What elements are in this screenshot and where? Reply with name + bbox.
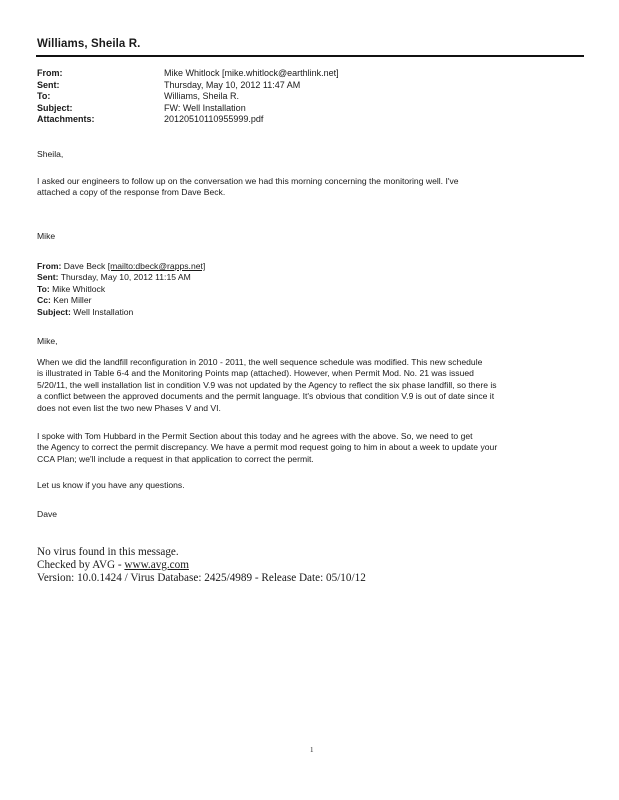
av-line-2: [37, 559, 366, 572]
message-signoff: Mike: [37, 231, 56, 241]
to-label: To:: [37, 91, 51, 102]
reply-paragraph-2: [37, 431, 497, 465]
page-number: 1: [310, 746, 314, 754]
fwd-cc-value: Ken Miller: [53, 295, 92, 306]
fwd-sent-label: Sent:: [37, 272, 59, 283]
fwd-sent-value: Thursday, May 10, 2012 11:15 AM: [60, 272, 191, 283]
avg-link[interactable]: www.avg.com: [124, 559, 189, 572]
forwarded-header: [37, 261, 205, 318]
subject-value: FW: Well Installation: [164, 102, 246, 113]
fwd-to-label: To:: [37, 283, 50, 294]
reply-p1-line: When we did the landfill reconfiguration in 2010 - 2011, the well sequence schedule was modified. This new schedule: [37, 357, 483, 367]
subject-label: Subject:: [37, 102, 73, 113]
reply-p1-line: is illustrated in Table 6-4 and the Monitoring Points map (attached). However, when Permit Mod. No. 21 was issued: [37, 368, 474, 379]
reply-greeting: Mike,: [37, 336, 58, 346]
fwd-cc-label: Cc:: [37, 295, 51, 306]
reply-p2-line: CCA Plan; we'll include a request in that application to correct the permit.: [37, 453, 314, 464]
from-value: Mike Whitlock [mike.whitlock@earthlink.net]: [164, 68, 339, 78]
reply-p1-line: a conflict between the approved documents and the permit language. It's obvious that condition V.9 is out of date since it: [37, 391, 495, 402]
reply-paragraph-3: Let us know if you have any questions.: [37, 480, 185, 490]
reply-p2-line: I spoke with Tom Hubbard in the Permit Section about this today and he agrees with the above. So, we need to get: [37, 431, 473, 441]
sent-value: Thursday, May 10, 2012 11:47 AM: [164, 79, 301, 90]
reply-signoff: Dave: [37, 509, 58, 519]
to-value: Williams, Sheila R.: [164, 91, 240, 102]
from-label: From:: [37, 68, 63, 78]
antivirus-footer: [37, 546, 366, 586]
av-line-1: No virus found in this message.: [37, 546, 179, 558]
reply-p1-line: 5/20/11, the well installation list in condition V.9 was not updated by the Agency to reflect the six phase landfill, so there is: [37, 379, 497, 390]
recipient-name: Williams, Sheila R.: [37, 38, 141, 50]
message-greeting: Sheila,: [37, 149, 64, 159]
av-checked-by: Checked by AVG -: [37, 559, 125, 572]
attachments-label: Attachments:: [37, 114, 95, 125]
reply-p1-line: does not even list the two new Phases V and VI.: [37, 402, 221, 413]
message-line-2: attached a copy of the response from Dave Beck.: [37, 187, 226, 198]
fwd-from-email-link[interactable]: [mailto:dbeck@rapps.net]: [107, 261, 206, 271]
header-divider: [36, 55, 584, 57]
reply-p2-line: the Agency to correct the permit discrepancy. We have a permit mod request going to him in about a week to update your: [37, 442, 498, 453]
fwd-subject-value: Well Installation: [73, 306, 134, 317]
sent-label: Sent:: [37, 79, 60, 90]
av-line-3: Version: 10.0.1424 / Virus Database: 2425/4989 - Release Date: 05/10/12: [37, 572, 366, 585]
reply-paragraph-1: [37, 357, 497, 414]
fwd-subject-label: Subject:: [37, 306, 71, 317]
fwd-to-value: Mike Whitlock: [52, 283, 106, 294]
fwd-from-label: From:: [37, 261, 62, 271]
attachment-file[interactable]: 20120510110955999.pdf: [164, 114, 264, 125]
fwd-from-name: Dave Beck: [63, 261, 106, 271]
message-line-1: I asked our engineers to follow up on the conversation we had this morning concerning the monitoring well. I've: [37, 176, 459, 186]
